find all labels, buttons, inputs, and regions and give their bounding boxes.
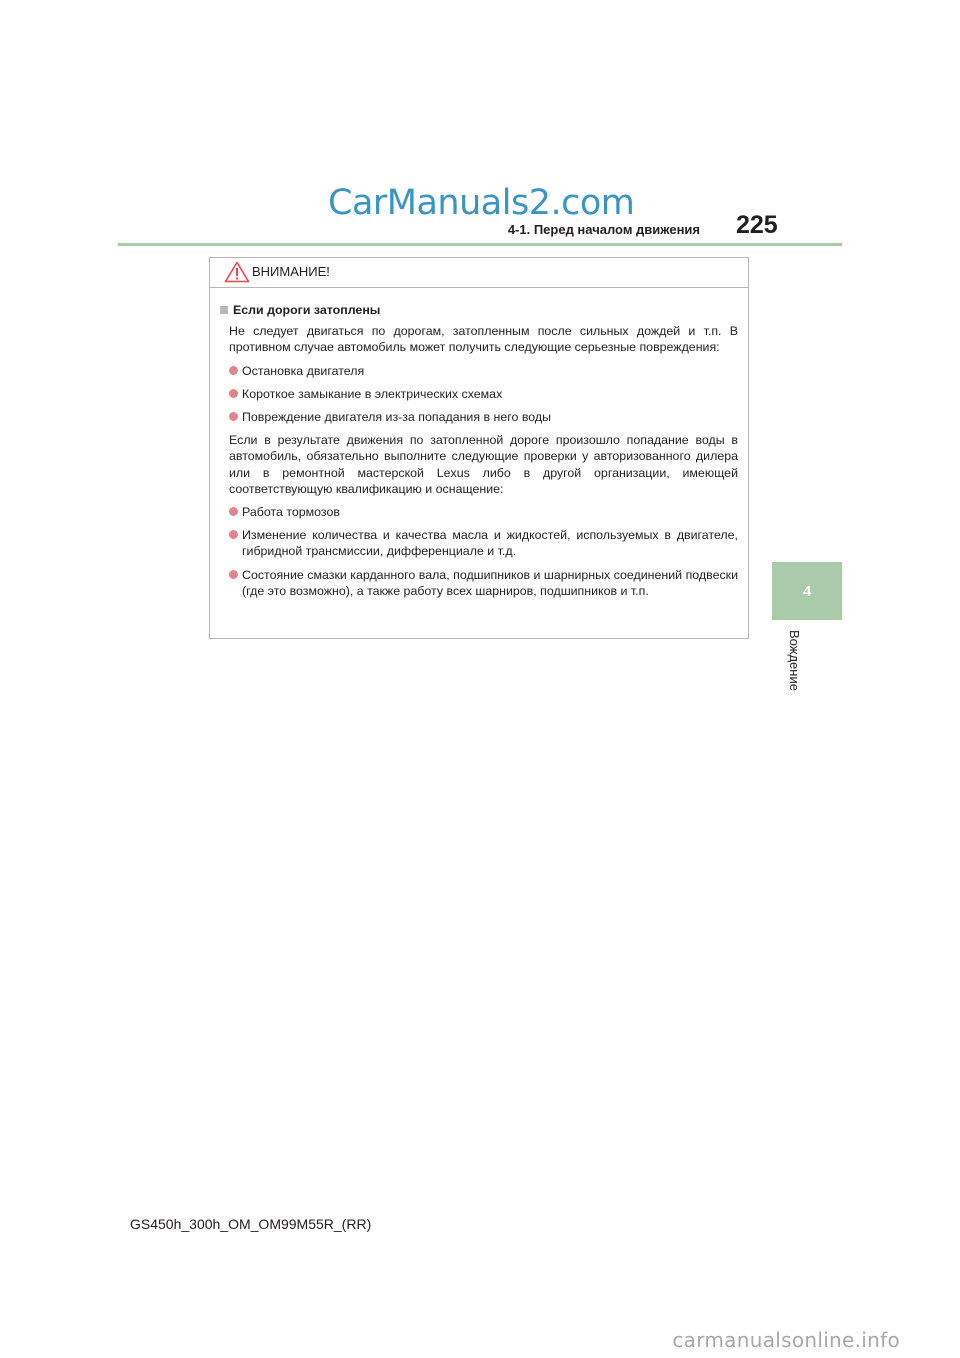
warning-title: ВНИМАНИЕ! <box>252 264 330 279</box>
list-item-text: Повреждение двигателя из-за попадания в него воды <box>242 410 552 425</box>
list-item <box>229 386 738 402</box>
warning-header <box>210 258 748 288</box>
watermark-text: carmanualsonline.info <box>672 1328 900 1352</box>
section-heading-text: Если дороги затоплены <box>233 303 381 317</box>
warning-body <box>210 288 748 606</box>
list-item <box>229 409 738 425</box>
section-title: 4-1. Перед началом движения <box>507 222 700 237</box>
footer-watermark <box>0 1322 960 1358</box>
list-item-text: Остановка двигателя <box>242 363 365 378</box>
list-item <box>229 363 738 379</box>
circle-bullet-icon <box>229 389 238 398</box>
circle-bullet-icon <box>229 530 238 539</box>
chapter-number: 4 <box>802 582 812 600</box>
chapter-label: Вождение <box>787 630 802 691</box>
watermark-logo: CarManuals2.com <box>328 183 635 223</box>
list-item-text: Работа тормозов <box>242 505 340 520</box>
check-paragraph: Если в результате движения по затопленной дороге произошло попадание воды в автомобиль, обязательно выполните следующие проверки у авторизованного дилера или в ремонтной мастерской Lexus либо в другой организации, имеющей соответствующую квалификацию и оснащение: <box>229 433 738 496</box>
document-code: GS450h_300h_OM_OM99M55R_(RR) <box>130 1216 372 1232</box>
list-item-text: Состояние смазки карданного вала, подшипников и шарнирных соединений подвески (где это возможно), а также работу всех шарниров, подшипников и т.п. <box>242 567 738 598</box>
page-number: 225 <box>736 211 778 239</box>
circle-bullet-icon <box>229 507 238 516</box>
square-bullet-icon <box>220 306 228 314</box>
warning-triangle-icon <box>224 261 250 283</box>
header-rule <box>118 243 842 246</box>
list-item <box>229 504 738 520</box>
list-item-text: Изменение количества и качества масла и жидкостей, используемых в двигателе, гибридной трансмиссии, дифференциале и т.д. <box>242 528 738 559</box>
list-item <box>229 567 738 599</box>
circle-bullet-icon <box>229 570 238 579</box>
intro-paragraph: Не следует двигаться по дорогам, затопленным после сильных дождей и т.п. В противном случае автомобиль может получить следующие серьезные повреждения: <box>229 324 738 355</box>
chapter-tab <box>772 562 842 620</box>
circle-bullet-icon <box>229 412 238 421</box>
section-heading <box>220 302 738 318</box>
list-item-text: Короткое замыкание в электрических схемах <box>242 386 503 401</box>
list-item <box>229 527 738 559</box>
warning-box <box>209 257 749 639</box>
circle-bullet-icon <box>229 366 238 375</box>
